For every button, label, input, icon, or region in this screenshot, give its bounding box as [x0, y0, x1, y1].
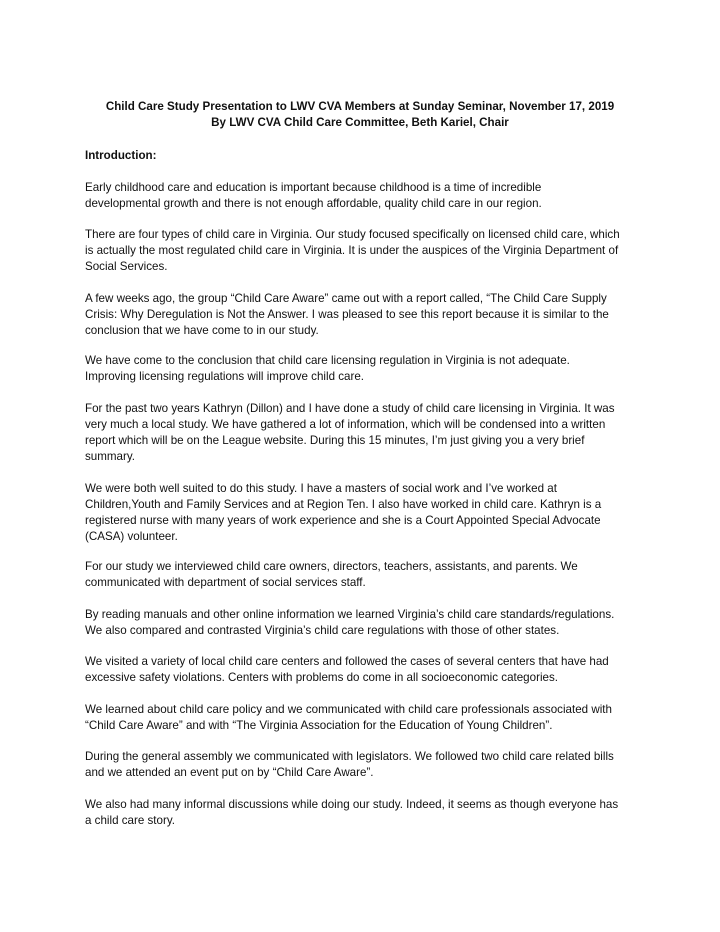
paragraph-8: [85, 607, 645, 639]
paragraph-2: [85, 227, 645, 275]
text-line: There are four types of child care in Virginia. Our study focused specifically on licensed child care, which: [85, 228, 620, 241]
text-line: and we attended an event put on by “Child Care Aware”.: [85, 766, 374, 779]
text-line: is actually the most regulated child care in Virginia. It is under the auspices of the Virginia Department of: [85, 244, 619, 257]
paragraph-12: [85, 797, 645, 829]
text-line: Improving licensing regulations will improve child care.: [85, 370, 365, 383]
text-line: registered nurse with many years of work experience and she is a Court Appointed Special Advocate: [85, 514, 601, 527]
text-line: We have come to the conclusion that child care licensing regulation in Virginia is not adequate.: [85, 354, 570, 367]
text-line: During the general assembly we communicated with legislators. We followed two child care related bills: [85, 750, 614, 763]
section-heading: Introduction:: [85, 149, 157, 162]
paragraph-3: [85, 291, 645, 339]
text-line: Crisis: Why Deregulation is Not the Answer. I was pleased to see this report because it is similar to the: [85, 308, 609, 321]
text-line: excessive safety violations. Centers with problems do come in all socioeconomic categories.: [85, 671, 558, 684]
text-line: We also had many informal discussions while doing our study. Indeed, it seems as though everyone has: [85, 798, 619, 811]
text-line: developmental growth and there is not enough affordable, quality child care in our region.: [85, 197, 542, 210]
text-line: We also compared and contrasted Virginia’s child care regulations with those of other states.: [85, 624, 560, 637]
text-line: By reading manuals and other online information we learned Virginia’s child care standards/regulations.: [85, 608, 615, 621]
text-line: “Child Care Aware” and with “The Virginia Association for the Education of Young Children”.: [85, 719, 553, 732]
paragraph-9: [85, 654, 645, 686]
text-line: conclusion that we have come to in our study.: [85, 324, 319, 337]
subtitle-line: By LWV CVA Child Care Committee, Beth Kariel, Chair: [211, 116, 509, 129]
paragraph-4: [85, 353, 645, 385]
text-line: summary.: [85, 450, 136, 463]
paragraph-1: [85, 180, 645, 212]
text-line: For our study we interviewed child care owners, directors, teachers, assistants, and parents. We: [85, 560, 578, 573]
title-line: Child Care Study Presentation to LWV CVA Members at Sunday Seminar, November 17, 2019: [105, 100, 615, 113]
text-line: Children,Youth and Family Services and at Region Ten. I also have worked in child care. Kathryn is a: [85, 498, 602, 511]
text-line: communicated with department of social services staff.: [85, 576, 366, 589]
paragraph-10: [85, 702, 645, 734]
text-line: very much a local study. We have gathered a lot of information, which will be condensed into a written: [85, 418, 606, 431]
paragraph-6: [85, 481, 645, 545]
text-line: For the past two years Kathryn (Dillon) and I have done a study of child care licensing in Virginia. It was: [85, 402, 615, 415]
text-line: report which will be on the League website. During this 15 minutes, I’m just giving you a very brief: [85, 434, 585, 447]
text-line: We were both well suited to do this study. I have a masters of social work and I’ve worked at: [85, 482, 557, 495]
text-line: Early childhood care and education is important because childhood is a time of incredible: [85, 181, 542, 194]
text-line: A few weeks ago, the group “Child Care Aware” came out with a report called, “The Child Care Supply: [85, 292, 607, 305]
document-title: [60, 99, 660, 131]
text-line: Social Services.: [85, 260, 168, 273]
paragraph-11: [85, 749, 645, 781]
text-line: We learned about child care policy and we communicated with child care professionals associated with: [85, 703, 612, 716]
text-line: a child care story.: [85, 814, 175, 827]
text-line: We visited a variety of local child care centers and followed the cases of several centers that have had: [85, 655, 609, 668]
paragraph-5: [85, 401, 645, 465]
paragraph-7: [85, 559, 645, 591]
text-line: (CASA) volunteer.: [85, 530, 178, 543]
